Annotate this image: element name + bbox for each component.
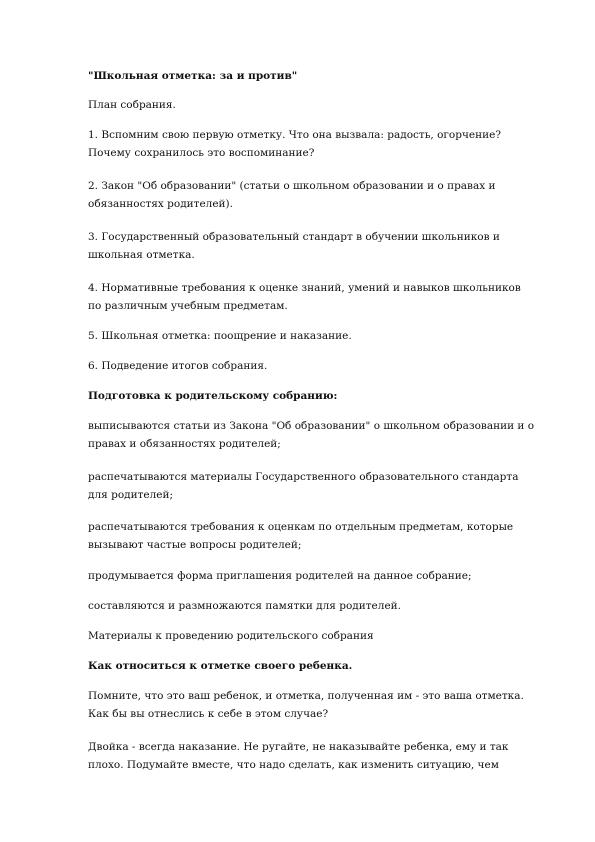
plan-item-1-line-1: 1. Вспомним свою первую отметку. Что она вызвала: радость, огорчение? [88, 129, 501, 141]
prep-heading: Подготовка к родительскому собранию: [88, 390, 338, 402]
prep-item-3-line-1: распечатываются требования к оценкам по отдельным предметам, которые [88, 521, 514, 533]
plan-item-3-line-1: 3. Государственный образовательный стандарт в обучении школьников и [88, 231, 500, 243]
plan-item-6: 6. Подведение итогов собрания. [88, 360, 268, 372]
prep-item-1-line-1: выписываются статьи из Закона "Об образовании" о школьном образовании и о [88, 420, 535, 432]
prep-item-2-line-1: распечатываются материалы Государственного образовательного стандарта [88, 471, 519, 483]
prep-item-2-line-2: для родителей; [88, 489, 174, 501]
para-2-line-2: плохо. Подумайте вместе, что надо сделать, как изменить ситуацию, чем [88, 759, 499, 771]
plan-heading: План собрания. [88, 99, 176, 111]
plan-item-5: 5. Школьная отметка: поощрение и наказание. [88, 330, 352, 342]
prep-item-4: продумывается форма приглашения родителей на данное собрание; [88, 570, 472, 582]
plan-item-4-line-1: 4. Нормативные требования к оценке знаний, умений и навыков школьников [88, 282, 521, 294]
prep-item-1-line-2: правах и обязанностях родителей; [88, 438, 281, 450]
document-title: "Школьная отметка: за и против" [88, 70, 298, 82]
para-1-line-1: Помните, что это ваш ребенок, и отметка, полученная им - это ваша отметка. [88, 690, 524, 702]
plan-item-4-line-2: по различным учебным предметам. [88, 300, 288, 312]
attitude-heading: Как относиться к отметке своего ребенка. [88, 660, 353, 672]
plan-item-2-line-1: 2. Закон "Об образовании" (статьи о школьном образовании и о правах и [88, 180, 496, 192]
para-1-line-2: Как бы вы отнеслись к себе в этом случае? [88, 708, 329, 720]
plan-item-2-line-2: обязанностях родителей). [88, 198, 233, 210]
prep-item-5: составляются и размножаются памятки для родителей. [88, 600, 401, 612]
para-2-line-1: Двойка - всегда наказание. Не ругайте, не наказывайте ребенка, ему и так [88, 741, 509, 753]
prep-item-3-line-2: вызывают частые вопросы родителей; [88, 539, 302, 551]
plan-item-1-line-2: Почему сохранилось это воспоминание? [88, 147, 315, 159]
materials-line: Материалы к проведению родительского собрания [88, 630, 374, 642]
plan-item-3-line-2: школьная отметка. [88, 249, 195, 261]
